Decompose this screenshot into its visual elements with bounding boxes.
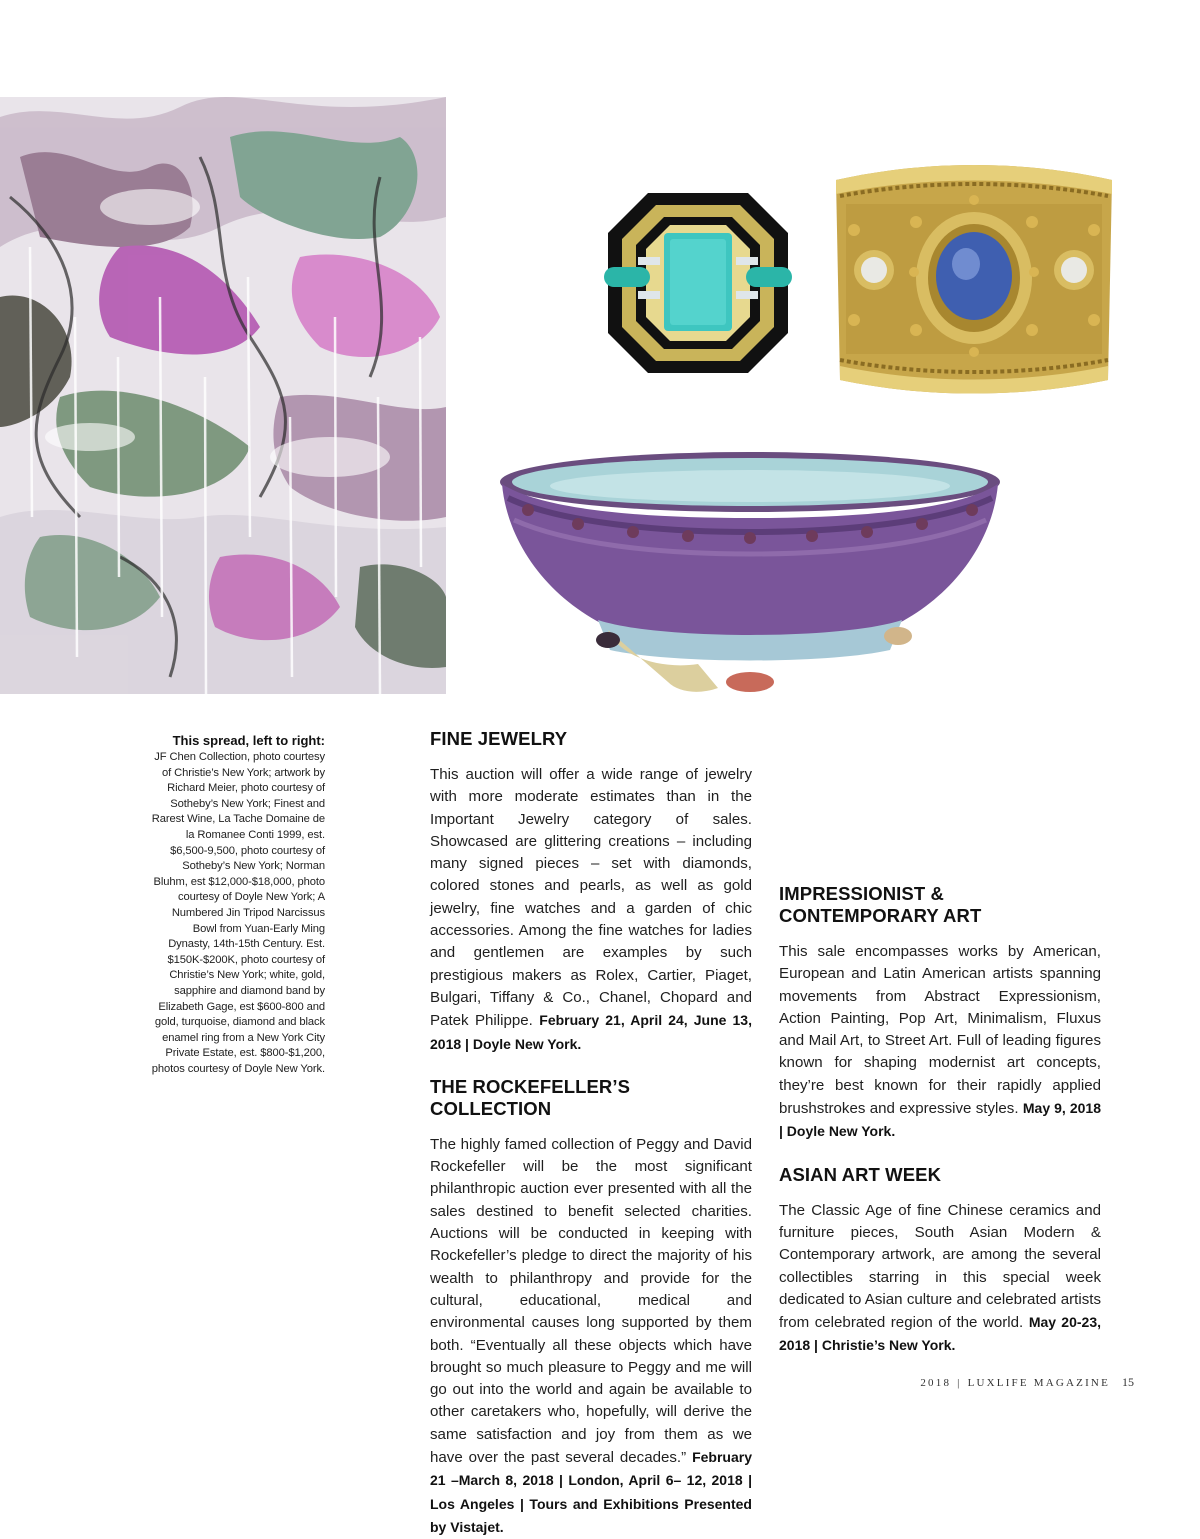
section-body (430, 764, 752, 1056)
section-title: ASIAN ART WEEK (779, 1163, 942, 1185)
turquoise-ring-image (598, 183, 798, 381)
tripod-narcissus-bowl-image (498, 450, 1002, 695)
section-rockefeller (430, 1076, 752, 1539)
caption-body: JF Chen Collection, photo courtesy of Christie’s New York; artwork by Richard Meier, photo courtesy of Sotheby’s New York; Finest and Rarest Wine, La Tache Domaine de la Romanee Conti 1999, est. $6,500-9,500, photo courtesy of Sotheby’s New York; Norman Bluhm, est $12,000-$18,000, photo courtesy of Doyle New York; A Numbered Jin Tripod Narcissus Bowl from Yuan-Early Ming Dynasty, 14th-15th Century. Est. $150K-$200K, photo courtesy of Christie’s New York; white, gold, sapphire and diamond band by Elizabeth Gage, est $600-800 and gold, turquoise, diamond and black enamel ring from a New York City Private Estate, est. $800-$1,200, photos courtesy of Doyle New York. (151, 751, 325, 1075)
section-title: IMPRESSIONIST & CONTEMPORARY ART (779, 883, 982, 926)
section-title: THE ROCKEFELLER’S COLLECTION (430, 1075, 631, 1119)
section-body (779, 1200, 1101, 1358)
article-column-left (430, 728, 752, 1539)
page-footer (920, 1375, 1134, 1390)
caption-heading: This spread, left to right: (172, 733, 325, 748)
section-impressionist-contemporary (779, 883, 1101, 1144)
footer-year: 2018 (920, 1377, 952, 1389)
section-text: This auction will offer a wide range of jewelry with more moderate estimates than in the Important Jewelry category of sales. Showcased are glittering creations – including many signed pieces – set with diamonds, colored stones and pearls, as well as gold jewelry, fine watches and a garden of chic accessories. Among the fine watches for ladies and gentlemen are examples by such prestigious makers as Rolex, Cartier, Piaget, Bulgari, Tiffany & Co., Chanel, Chopard and Patek Philippe. (430, 766, 752, 1030)
section-text: This sale encompasses works by American, European and Latin American artists spanning movements from Abstract Expressionism, Action Painting, Pop Art, Minimalism, Fluxus and Mail Art, to Street Art. Full of leading figures known for shaping modernist art concepts, they’re best known for their rapidly applied brushstrokes and expressive styles. (779, 943, 1101, 1118)
article-column-right-content (779, 883, 1101, 1358)
auction-dates-venue: May 20-23, 2018 | Christie’s New York. (779, 1314, 1101, 1354)
auction-dates-venue: February 21, April 24, June 13, 2018 | Doyle New York. (430, 1012, 752, 1052)
auction-dates-venue: May 9, 2018 | Doyle New York. (779, 1100, 1101, 1140)
section-body (779, 941, 1101, 1144)
section-text: The Classic Age of fine Chinese ceramics and furniture pieces, South Asian Modern & Contemporary artwork, are among the several collectibles starring in this special week dedicated to Asian culture and celebrated artists from celebrated region of the world. (779, 1201, 1101, 1332)
abstract-painting-image (0, 97, 446, 694)
footer-separator: | (957, 1377, 962, 1389)
footer-magazine-name: LUXLIFE MAGAZINE (967, 1377, 1110, 1389)
section-text: The highly famed collection of Peggy and David Rockefeller will be the most significant philanthropic auction ever presented with all the sales destined to benefit selected charities. Auctions will be conducted in keeping with Rockefeller’s pledge to direct the majority of his wealth to philanthropy and provide for the cultural, educational, medical and environmental causes long supported by them both. “Eventually all these objects which have brought so much pleasure to Peggy and me will go out into the world and again be available to other caretakers who, hopefully, will derive the same satisfaction and joy from them as we have over the past several decades.” (430, 1135, 752, 1467)
section-asian-art-week (779, 1164, 1101, 1358)
section-fine-jewelry (430, 728, 752, 1056)
gold-sapphire-band-image (826, 160, 1122, 395)
page-number: 15 (1122, 1375, 1134, 1389)
auction-dates-venue: February 21 –March 8, 2018 | London, April 6– 12, 2018 | Los Angeles | Tours and Exhibitions Presented by Vistajet. (430, 1449, 752, 1535)
section-body (430, 1134, 752, 1539)
photo-caption (150, 733, 325, 1077)
section-title: FINE JEWELRY (430, 728, 568, 749)
